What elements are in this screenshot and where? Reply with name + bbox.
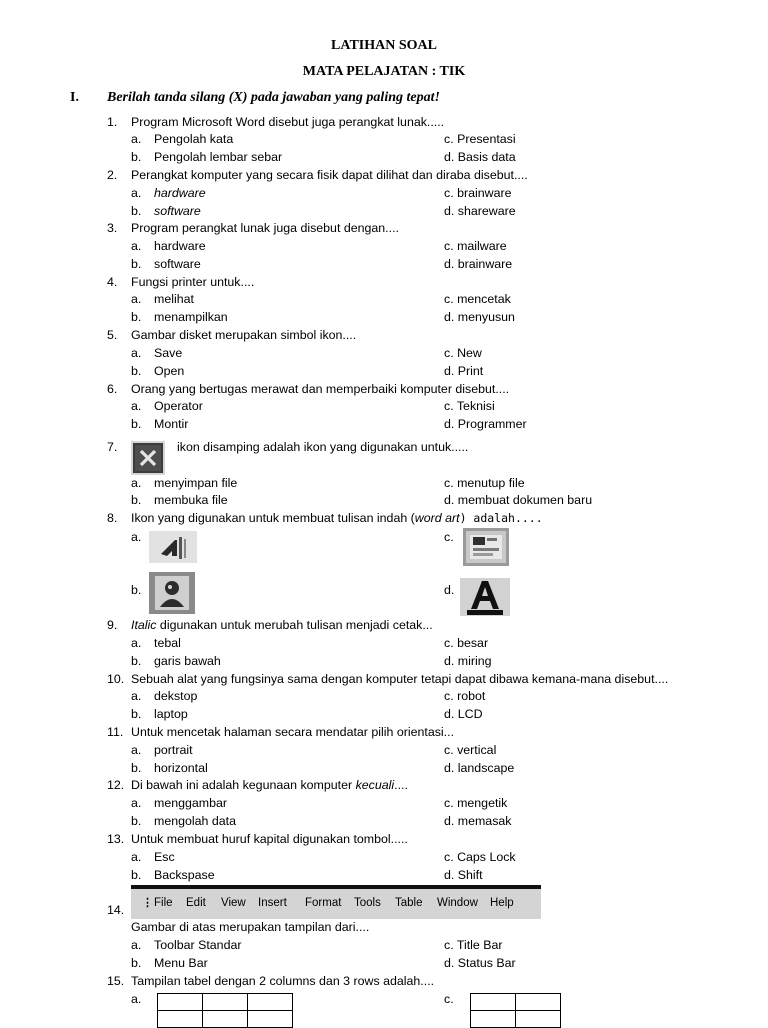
option-a: menyimpan file (154, 476, 238, 490)
question-text: Untuk membuat huruf kapital digunakan tombol..... (131, 832, 408, 846)
question-text: Gambar di atas merupakan tampilan dari.... (131, 920, 370, 934)
menu-help[interactable]: Help (490, 897, 514, 909)
question-number: 11. (107, 725, 124, 739)
option-letter: c. (444, 530, 454, 544)
question-number: 10. (107, 672, 125, 686)
option-a: Operator (154, 399, 203, 413)
menu-format[interactable]: Format (305, 897, 342, 909)
menu-window[interactable]: Window (437, 897, 478, 909)
worksheet-title: LATIHAN SOAL (331, 38, 437, 53)
option-c: c. besar (444, 636, 489, 650)
option-a: Esc (154, 850, 175, 864)
font-color-icon (460, 578, 510, 616)
question-number: 8. (107, 511, 118, 525)
option-d: d. Print (444, 364, 484, 378)
option-c: c. Teknisi (444, 399, 495, 413)
question-text: Ikon yang digunakan untuk membuat tulisan indah (word art) adalah.... (131, 511, 543, 525)
option-c: c. New (444, 346, 482, 360)
wordart-gallery-icon (463, 528, 509, 566)
option-d: d. menyusun (444, 310, 515, 324)
option-letter: a. (131, 796, 142, 810)
option-letter: d. (444, 583, 455, 597)
option-d: d. shareware (444, 204, 516, 218)
question-number: 4. (107, 275, 118, 289)
option-letter: a. (131, 743, 142, 757)
option-d: d. Programmer (444, 417, 527, 431)
option-letter: b. (131, 364, 142, 378)
menu-edit[interactable]: Edit (186, 897, 206, 909)
option-c: c. vertical (444, 743, 497, 757)
question-text: ikon disamping adalah ikon yang digunakan untuk..... (177, 440, 469, 454)
option-d: d. Basis data (444, 150, 516, 164)
option-b: laptop (154, 707, 188, 721)
question-number: 2. (107, 168, 118, 182)
option-letter: b. (131, 257, 142, 271)
question-number: 14. (107, 903, 125, 917)
option-c: c. menutup file (444, 476, 525, 490)
option-letter: b. (131, 583, 142, 597)
option-d: d. brainware (444, 257, 513, 271)
question-text: Untuk mencetak halaman secara mendatar pilih orientasi... (131, 725, 455, 739)
question-text: Orang yang bertugas merawat dan memperbaiki komputer disebut.... (131, 382, 510, 396)
option-letter: a. (131, 992, 142, 1006)
question-text: Italic digunakan untuk merubah tulisan menjadi cetak... (131, 618, 433, 632)
option-d: d. memasak (444, 814, 512, 828)
question-text: Sebuah alat yang fungsinya sama dengan komputer tetapi dapat dibawa kemana-mana disebut.... (131, 672, 669, 686)
question-number: 13. (107, 832, 125, 846)
question-number: 12. (107, 778, 125, 792)
option-letter: b. (131, 493, 142, 507)
option-letter: a. (131, 850, 142, 864)
worksheet-subject: MATA PELAJATAN : TIK (302, 64, 466, 79)
option-c: c. Title Bar (444, 938, 503, 952)
option-letter: b. (131, 150, 142, 164)
question-text: Program Microsoft Word disebut juga perangkat lunak..... (131, 115, 445, 129)
insert-picture-icon (149, 572, 195, 614)
option-b: software (154, 257, 201, 271)
option-letter: a. (131, 239, 142, 253)
option-c: c. brainware (444, 186, 512, 200)
option-letter: b. (131, 654, 142, 668)
option-d: d. membuat dokumen baru (444, 493, 593, 507)
option-letter: b. (131, 956, 142, 970)
option-c: c. Caps Lock (444, 850, 516, 864)
option-a: Pengolah kata (154, 132, 234, 146)
option-d: d. landscape (444, 761, 515, 775)
option-a: portrait (154, 743, 193, 757)
option-a: melihat (154, 292, 194, 306)
question-number: 3. (107, 221, 118, 235)
option-b: Pengolah lembar sebar (154, 150, 283, 164)
option-b: Open (154, 364, 185, 378)
question-number: 15. (107, 974, 125, 988)
option-b: Backspase (154, 868, 215, 882)
option-letter: b. (131, 868, 142, 882)
option-d: d. Shift (444, 868, 483, 882)
option-letter: c. (444, 992, 454, 1006)
option-b: Montir (154, 417, 189, 431)
option-c: c. mailware (444, 239, 507, 253)
wordart-icon (149, 531, 197, 563)
option-a: dekstop (154, 689, 198, 703)
close-icon (131, 441, 165, 475)
option-letter: b. (131, 204, 142, 218)
option-a: tebal (154, 636, 181, 650)
question-text: Gambar disket merupakan simbol ikon.... (131, 328, 357, 342)
option-b: Menu Bar (154, 956, 208, 970)
option-letter: a. (131, 636, 142, 650)
option-c: c. robot (444, 689, 486, 703)
option-a: hardware (154, 186, 206, 200)
option-d: d. Status Bar (444, 956, 516, 970)
option-letter: a. (131, 292, 142, 306)
menu-view[interactable]: View (221, 897, 246, 909)
option-a: menggambar (154, 796, 228, 810)
option-b: menampilkan (154, 310, 228, 324)
question-number: 7. (107, 440, 118, 454)
option-b: membuka file (154, 493, 228, 507)
option-b: garis bawah (154, 654, 221, 668)
question-number: 6. (107, 382, 118, 396)
option-letter: a. (131, 346, 142, 360)
option-letter: a. (131, 132, 142, 146)
option-a: hardware (154, 239, 206, 253)
option-letter: a. (131, 476, 142, 490)
question-text: Perangkat komputer yang secara fisik dapat dilihat dan diraba disebut.... (131, 168, 528, 182)
option-letter: a. (131, 938, 142, 952)
question-number: 5. (107, 328, 118, 342)
question-text: Fungsi printer untuk.... (131, 275, 255, 289)
question-text: Tampilan tabel dengan 2 columns dan 3 rows adalah.... (131, 974, 435, 988)
option-a: Toolbar Standar (154, 938, 242, 952)
menu-file[interactable]: File (154, 897, 173, 909)
option-letter: a. (131, 530, 142, 544)
option-c: c. mencetak (444, 292, 511, 306)
option-letter: b. (131, 310, 142, 324)
table-option-a (157, 993, 293, 1028)
option-b: software (154, 204, 201, 218)
option-letter: b. (131, 707, 142, 721)
option-letter: a. (131, 399, 142, 413)
option-d: d. miring (444, 654, 492, 668)
section-number: I. (70, 90, 79, 105)
option-a: Save (154, 346, 183, 360)
menu-bar-image (131, 885, 541, 919)
option-b: mengolah data (154, 814, 236, 828)
option-c: c. mengetik (444, 796, 508, 810)
question-text: Program perangkat lunak juga disebut dengan.... (131, 221, 399, 235)
question-number: 9. (107, 618, 118, 632)
menu-insert[interactable]: Insert (258, 897, 287, 909)
toolbar-grip-icon: ⋮ (142, 897, 153, 909)
option-letter: a. (131, 186, 142, 200)
option-letter: b. (131, 417, 142, 431)
section-instruction: Berilah tanda silang (X) pada jawaban yang paling tepat! (107, 90, 440, 105)
menu-tools[interactable]: Tools (354, 897, 381, 909)
option-letter: b. (131, 814, 142, 828)
option-c: c. Presentasi (444, 132, 516, 146)
option-letter: a. (131, 689, 142, 703)
table-option-c (470, 993, 561, 1028)
option-d: d. LCD (444, 707, 483, 721)
question-number: 1. (107, 115, 118, 129)
menu-table[interactable]: Table (395, 897, 423, 909)
question-text: Di bawah ini adalah kegunaan komputer kecuali.... (131, 778, 408, 792)
option-b: horizontal (154, 761, 208, 775)
option-letter: b. (131, 761, 142, 775)
